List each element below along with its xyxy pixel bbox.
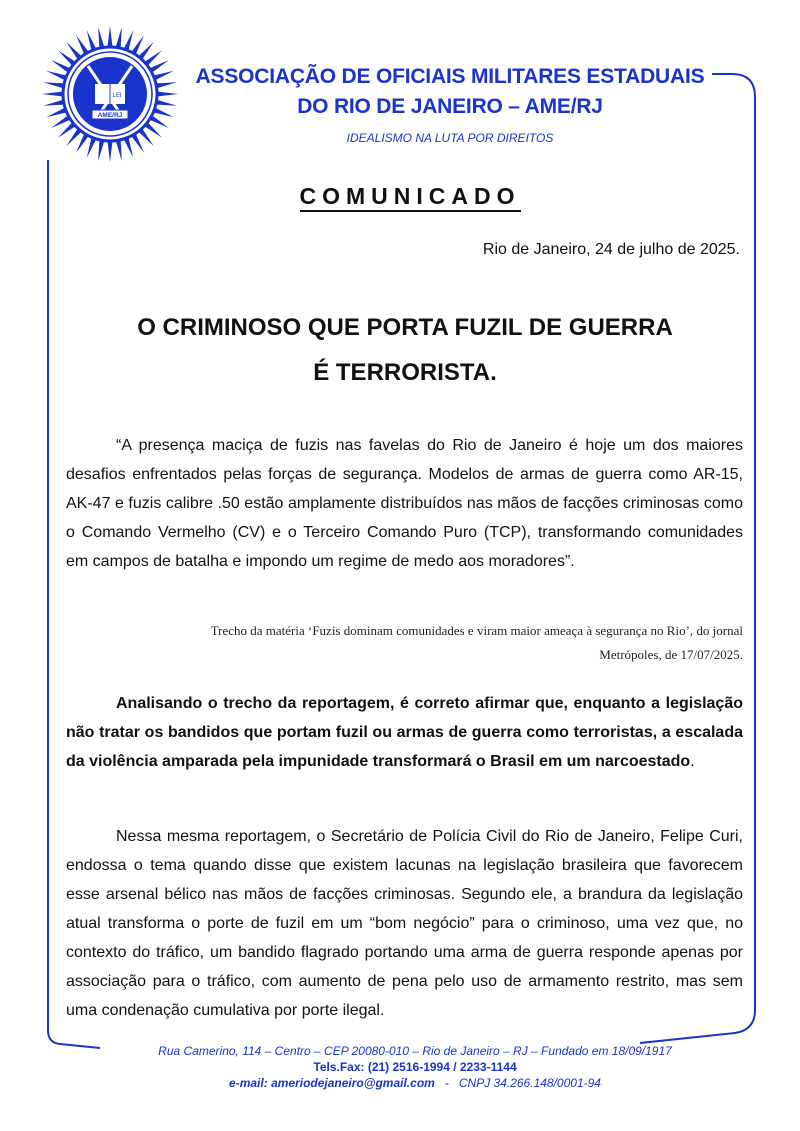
secretary-paragraph: Nessa mesma reportagem, o Secretário de Polícia Civil do Rio de Janeiro, Felipe Curi, endossa o tema quando disse que existem lacunas na legislação brasileira que favorecem esse arsenal bélico nas mãos de facções criminosas. Segundo ele, a brandura da legislação atual transforma o porte de fuzil em um “bom negócio” para o criminoso, uma vez que, no contexto do tráfico, um bandido flagrado portando uma arma de guerra responde apenas por associação para o tráfico, com aumento de pena pelo uso de armamento restrito, mas sem uma condenação cumulativa por porte ilegal. xyxy=(66,828,743,1019)
footer-cnpj: CNPJ 34.266.148/0001-94 xyxy=(458,1076,601,1090)
footer-email-link[interactable]: ameriodejaneiro@gmail.com xyxy=(271,1076,435,1090)
page-footer xyxy=(60,1043,770,1091)
logo-ray xyxy=(145,50,162,65)
logo-ray xyxy=(66,42,81,59)
quote-source-line1: Trecho da matéria ‘Fuzis dominam comunidades e viram maior ameaça à segurança no Rio’, do jornal xyxy=(210,623,743,638)
organization-name-line1: ASSOCIAÇÃO DE OFICIAIS MILITARES ESTADUAIS xyxy=(195,65,705,88)
logo-ray xyxy=(43,100,63,106)
footer-address: Rua Camerino, 114 – Centro – CEP 20080-010 – Rio de Janeiro – RJ – Fundado em 18/09/1917 xyxy=(158,1044,672,1058)
logo-ray xyxy=(42,92,62,97)
organization-motto: IDEALISMO NA LUTA POR DIREITOS xyxy=(346,131,554,145)
logo-ray xyxy=(116,27,122,47)
logo-ray xyxy=(98,27,104,47)
logo-ray xyxy=(132,134,144,153)
logo-ray xyxy=(58,123,75,138)
ame-rj-emblem-icon xyxy=(40,24,180,164)
logo-ray xyxy=(66,129,81,146)
logo-ray xyxy=(158,92,178,97)
logo-ribbon-text: AME/RJ xyxy=(97,112,123,119)
logo-ray xyxy=(157,82,177,88)
logo-ray xyxy=(150,116,169,128)
logo-ray xyxy=(145,123,162,138)
document-type-title-text: COMUNICADO xyxy=(300,183,521,212)
logo-ray xyxy=(150,60,169,72)
headline-line1: O CRIMINOSO QUE PORTA FUZIL DE GUERRA xyxy=(137,314,673,341)
footer-email-label: e-mail: xyxy=(229,1076,268,1090)
footer-contact-line xyxy=(60,1075,770,1091)
footer-phones: Tels.Fax: (21) 2516-1994 / 2233-1144 xyxy=(313,1060,517,1074)
document-type-title xyxy=(0,183,800,210)
logo-book-text: LEI xyxy=(112,93,122,99)
quote-source-line2: Metrópoles, de 17/07/2025. xyxy=(599,647,743,662)
analysis-paragraph xyxy=(66,689,743,776)
logo-ray xyxy=(108,26,113,46)
logo-ray xyxy=(154,108,174,117)
logo-ray xyxy=(46,108,66,117)
logo-ray xyxy=(76,35,88,54)
logo-ray xyxy=(157,100,177,106)
logo-ray xyxy=(98,141,104,161)
logo-ray xyxy=(76,134,88,153)
analysis-period: . xyxy=(690,753,695,770)
organization-name-line2: DO RIO DE JANEIRO – AME/RJ xyxy=(297,95,603,118)
news-quote-paragraph: “A presença maciça de fuzis nas favelas do Rio de Janeiro é hoje um dos maiores desafios enfrentados pelas forças de segurança. Modelos de armas de guerra como AR-15, AK-47 e fuzis calibre .50 estão amplamente distribuídos nas mãos de facções criminosas como o Comando Vermelho (CV) e o Terceiro Comando Puro (TCP), transformando comunidades em campos de batalha e impondo um regime de medo aos moradores”. xyxy=(66,437,743,570)
logo-ray xyxy=(139,42,154,59)
logo-ray xyxy=(51,116,70,128)
logo-ray xyxy=(108,142,113,162)
logo-ray xyxy=(87,30,96,50)
organization-name xyxy=(190,62,710,122)
footer-separator: - xyxy=(444,1076,449,1090)
headline xyxy=(60,305,750,395)
logo-ray xyxy=(124,138,133,158)
ame-rj-logo xyxy=(40,24,180,164)
logo-ray xyxy=(46,71,66,80)
logo-ray xyxy=(154,71,174,80)
logo-ray xyxy=(124,30,133,50)
logo-ray xyxy=(43,82,63,88)
logo-ray xyxy=(139,129,154,146)
logo-ray xyxy=(132,35,144,54)
logo-ray xyxy=(58,50,75,65)
headline-line2: É TERRORISTA. xyxy=(313,359,497,386)
quote-source xyxy=(120,619,743,667)
logo-ray xyxy=(87,138,96,158)
logo-ray xyxy=(51,60,70,72)
analysis-text: Analisando o trecho da reportagem, é correto afirmar que, enquanto a legislação não tratar os bandidos que portam fuzil ou armas de guerra como terroristas, a escalada da violência amparada pela impunidade transformará o Brasil em um narcoestado xyxy=(66,695,743,770)
logo-ray xyxy=(116,141,122,161)
document-date: Rio de Janeiro, 24 de julho de 2025. xyxy=(482,241,740,258)
